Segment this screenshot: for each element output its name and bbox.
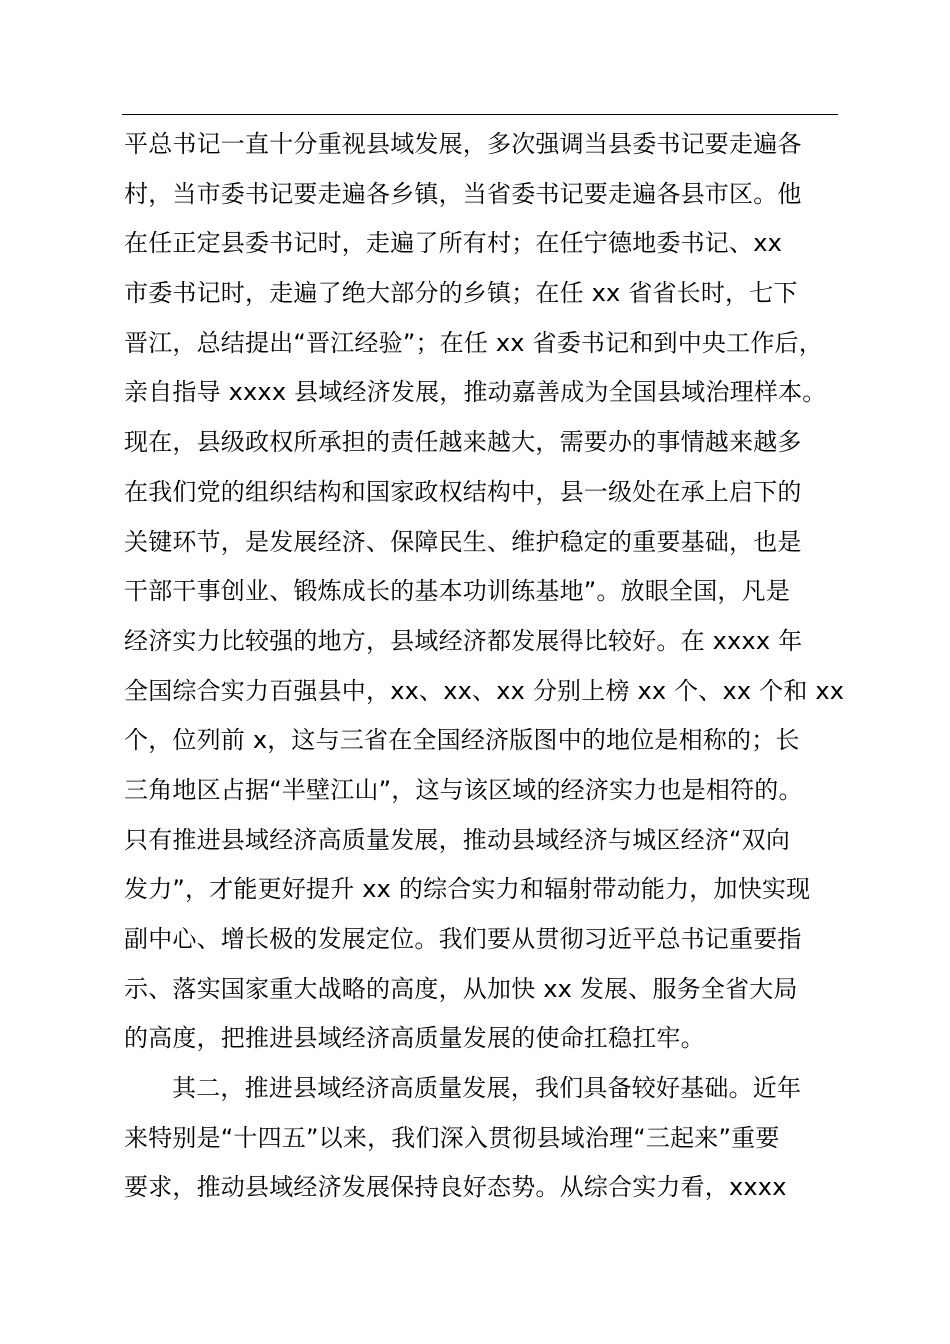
text-line: 发力”，才能更好提升 xx 的综合实力和辐射带动能力，加快实现 (124, 875, 811, 904)
text-line: 村，当市委书记要走遍各乡镇，当省委书记要走遍各县市区。他 (124, 179, 802, 208)
body-text (124, 120, 864, 1213)
text-line: 三角地区占据“半壁江山”，这与该区域的经济实力也是相符的。 (124, 775, 803, 804)
text-line: 晋江，总结提出“晋江经验”；在任 xx 省委书记和到中央工作后， (124, 328, 823, 357)
text-line: 平总书记一直十分重视县域发展，多次强调当县委书记要走遍各 (124, 130, 802, 158)
text-line: 经济实力比较强的地方，县域经济都发展得比较好。在 xxxx 年 (124, 626, 803, 655)
text-line: 现在，县级政权所承担的责任越来越大，需要办的事情越来越多 (124, 428, 802, 457)
text-line: 的高度，把推进县域经济高质量发展的使命扛稳扛牢。 (124, 1024, 705, 1053)
text-line: 来特别是“十四五”以来，我们深入贯彻县域治理“三起来”重要 (124, 1123, 780, 1152)
text-line: 要求，推动县域经济发展保持良好态势。从综合实力看，xxxx (124, 1173, 787, 1202)
text-line: 关键环节，是发展经济、保障民生、维护稳定的重要基础，也是 (124, 527, 802, 556)
text-line: 市委书记时，走遍了绝大部分的乡镇；在任 xx 省省长时，七下 (124, 279, 798, 308)
text-line: 个，位列前 x，这与三省在全国经济版图中的地位是相称的；长 (124, 726, 800, 755)
text-line: 在我们党的组织结构和国家政权结构中，县一级处在承上启下的 (124, 477, 802, 506)
text-line: 只有推进县域经济高质量发展，推动县域经济与城区经济“双向 (124, 825, 791, 854)
text-line: 亲自指导 xxxx 县域经济发展，推动嘉善成为全国县域治理样本。 (124, 378, 827, 407)
paragraph-first-line: 其二，推进县域经济高质量发展，我们具备较好基础。近年 (172, 1074, 802, 1103)
text-line: 副中心、增长极的发展定位。我们要从贯彻习近平总书记重要指 (124, 925, 802, 953)
text-line: 干部干事创业、锻炼成长的基本功训练基地”。放眼全国，凡是 (124, 577, 791, 606)
header-rule (122, 114, 838, 115)
text-line: 全国综合实力百强县中，xx、xx、xx 分别上榜 xx 个、xx 个和 xx (124, 676, 845, 705)
text-line: 示、落实国家重大战略的高度，从加快 xx 发展、服务全省大局 (124, 974, 798, 1003)
text-line: 在任正定县委书记时，走遍了所有村；在任宁德地委书记、xx (124, 229, 783, 258)
